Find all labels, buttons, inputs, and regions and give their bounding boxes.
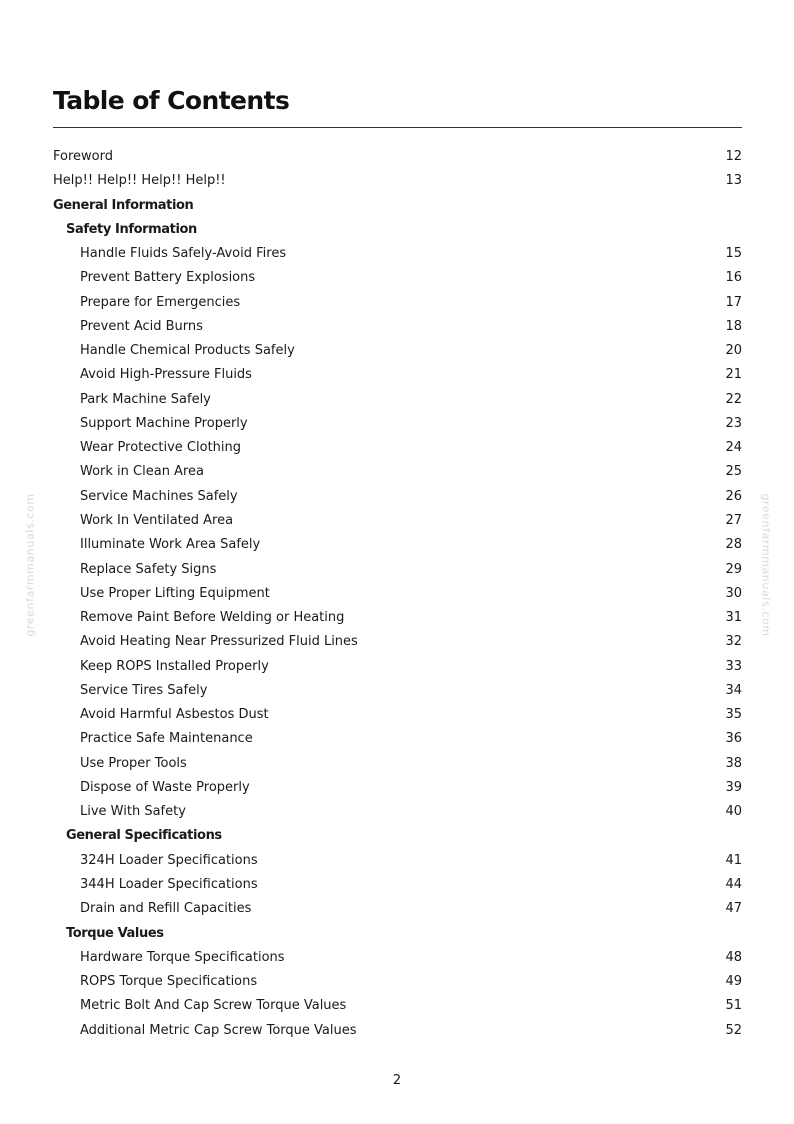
toc-entry-label: Support Machine Properly xyxy=(80,415,248,431)
toc-entry-label: Service Machines Safely xyxy=(80,488,238,504)
toc-entry-label: Safety Information xyxy=(66,221,197,237)
toc-entry-label: General Information xyxy=(53,197,194,213)
toc-entry-page: 22 xyxy=(725,391,742,407)
toc-entry[interactable] xyxy=(53,897,742,921)
toc-entry-label: 324H Loader Specifications xyxy=(80,852,258,868)
toc-entry-page: 12 xyxy=(725,149,742,164)
toc-entry-label: Use Proper Lifting Equipment xyxy=(80,585,270,601)
toc-entry[interactable] xyxy=(53,994,742,1018)
toc-entry[interactable] xyxy=(53,655,742,679)
toc-entry-page: 48 xyxy=(725,949,742,965)
toc-entry[interactable] xyxy=(53,946,742,970)
toc-entry-page: 47 xyxy=(725,901,742,917)
title-divider xyxy=(53,127,742,128)
toc-entry-page: 34 xyxy=(725,682,742,698)
toc-entry-page: 18 xyxy=(725,318,742,334)
watermark-right: greenfarmmanuals.com xyxy=(759,493,773,637)
toc-entry-page: 44 xyxy=(725,876,742,892)
toc-entry-label: Metric Bolt And Cap Screw Torque Values xyxy=(80,998,347,1014)
toc-entry[interactable] xyxy=(53,752,742,776)
toc-entry-label: Illuminate Work Area Safely xyxy=(80,537,261,553)
toc-entry-page: 49 xyxy=(725,974,742,990)
toc-entry-page: 29 xyxy=(725,561,742,577)
toc-entry[interactable] xyxy=(53,1019,742,1043)
toc-entry[interactable] xyxy=(53,533,742,557)
toc-entry[interactable] xyxy=(53,558,742,582)
toc-entry[interactable] xyxy=(53,339,742,363)
toc-entry-page: 25 xyxy=(725,464,742,480)
toc-entry[interactable] xyxy=(53,727,742,751)
toc-entry[interactable] xyxy=(53,679,742,703)
toc-entry-label: Live With Safety xyxy=(80,804,186,820)
toc-entry-page: 23 xyxy=(725,415,742,431)
toc-entry-label: Park Machine Safely xyxy=(80,391,211,407)
toc-entry-label: Foreword xyxy=(53,149,113,164)
toc-entry[interactable] xyxy=(53,363,742,387)
watermark-left: greenfarmmanuals.com xyxy=(23,493,37,637)
toc-entry-label: Practice Safe Maintenance xyxy=(80,731,253,747)
toc-entry-label: General Specifications xyxy=(66,828,222,844)
toc-entry-page: 52 xyxy=(725,1022,742,1038)
toc-entry[interactable] xyxy=(53,388,742,412)
toc-entry[interactable] xyxy=(53,849,742,873)
toc-entry-page: 17 xyxy=(725,294,742,310)
toc-entry-label: Avoid Harmful Asbestos Dust xyxy=(80,707,269,723)
toc-entry[interactable] xyxy=(53,412,742,436)
toc-entry-label: Replace Safety Signs xyxy=(80,561,217,577)
toc-entry-page: 35 xyxy=(725,707,742,723)
toc-entry-label: Keep ROPS Installed Properly xyxy=(80,658,269,674)
toc-entry-label: ROPS Torque Specifications xyxy=(80,974,258,990)
toc-section-heading xyxy=(53,922,742,946)
toc-entry-page: 13 xyxy=(725,173,742,189)
toc-entry-page: 40 xyxy=(725,804,742,820)
toc-entry-page: 24 xyxy=(725,440,742,456)
toc-entry-label: 344H Loader Specifications xyxy=(80,876,258,892)
toc-entry[interactable] xyxy=(53,242,742,266)
toc-entry[interactable] xyxy=(53,606,742,630)
toc-entry-label: Work In Ventilated Area xyxy=(80,512,234,528)
toc-entry-label: Handle Chemical Products Safely xyxy=(80,343,295,359)
toc-entry-page: 38 xyxy=(725,755,742,771)
toc-entry[interactable] xyxy=(53,291,742,315)
toc-entry-label: Wear Protective Clothing xyxy=(80,440,242,456)
table-of-contents xyxy=(53,145,742,1043)
toc-entry[interactable] xyxy=(53,145,742,169)
toc-entry-page: 27 xyxy=(725,512,742,528)
toc-entry-page: 16 xyxy=(725,270,742,286)
toc-entry-label: Remove Paint Before Welding or Heating xyxy=(80,610,345,626)
toc-entry[interactable] xyxy=(53,485,742,509)
toc-entry-page: 28 xyxy=(725,537,742,553)
toc-entry[interactable] xyxy=(53,630,742,654)
toc-entry-label: Prevent Acid Burns xyxy=(80,318,203,334)
toc-entry[interactable] xyxy=(53,970,742,994)
toc-entry-page: 31 xyxy=(725,610,742,626)
toc-entry[interactable] xyxy=(53,315,742,339)
toc-entry[interactable] xyxy=(53,776,742,800)
toc-entry-label: Prepare for Emergencies xyxy=(80,294,241,310)
toc-entry-label: Help!! Help!! Help!! Help!! xyxy=(53,173,226,189)
toc-entry-label: Handle Fluids Safely-Avoid Fires xyxy=(80,246,287,262)
toc-entry-page: 36 xyxy=(725,731,742,747)
toc-entry-label: Avoid Heating Near Pressurized Fluid Lines xyxy=(80,634,358,650)
toc-section-heading xyxy=(53,824,742,848)
toc-entry-page: 32 xyxy=(725,634,742,650)
toc-entry[interactable] xyxy=(53,800,742,824)
toc-entry[interactable] xyxy=(53,582,742,606)
toc-entry-label: Service Tires Safely xyxy=(80,682,208,698)
toc-entry[interactable] xyxy=(53,436,742,460)
toc-entry-page: 15 xyxy=(725,246,742,262)
toc-entry-label: Hardware Torque Specifications xyxy=(80,949,285,965)
toc-section-heading xyxy=(53,218,742,242)
toc-section-heading xyxy=(53,194,742,218)
toc-entry[interactable] xyxy=(53,460,742,484)
toc-entry-page: 20 xyxy=(725,343,742,359)
toc-entry[interactable] xyxy=(53,873,742,897)
toc-entry-label: Dispose of Waste Properly xyxy=(80,779,250,795)
toc-entry[interactable] xyxy=(53,509,742,533)
toc-entry[interactable] xyxy=(53,703,742,727)
toc-entry-label: Avoid High-Pressure Fluids xyxy=(80,367,252,383)
page-number: 2 xyxy=(392,1073,402,1088)
page-title: Table of Contents xyxy=(53,86,290,115)
toc-entry-page: 33 xyxy=(725,658,742,674)
toc-entry-page: 41 xyxy=(725,852,742,868)
toc-entry-page: 30 xyxy=(725,585,742,601)
toc-entry[interactable] xyxy=(53,169,742,193)
toc-entry-label: Prevent Battery Explosions xyxy=(80,270,256,286)
toc-entry[interactable] xyxy=(53,266,742,290)
toc-entry-label: Use Proper Tools xyxy=(80,755,187,771)
toc-entry-label: Drain and Refill Capacities xyxy=(80,901,252,917)
toc-entry-page: 51 xyxy=(725,998,742,1014)
toc-entry-label: Additional Metric Cap Screw Torque Values xyxy=(80,1022,357,1038)
toc-entry-page: 26 xyxy=(725,488,742,504)
toc-entry-label: Work in Clean Area xyxy=(80,464,204,480)
toc-entry-label: Torque Values xyxy=(66,925,164,941)
toc-entry-page: 39 xyxy=(725,779,742,795)
toc-entry-page: 21 xyxy=(725,367,742,383)
